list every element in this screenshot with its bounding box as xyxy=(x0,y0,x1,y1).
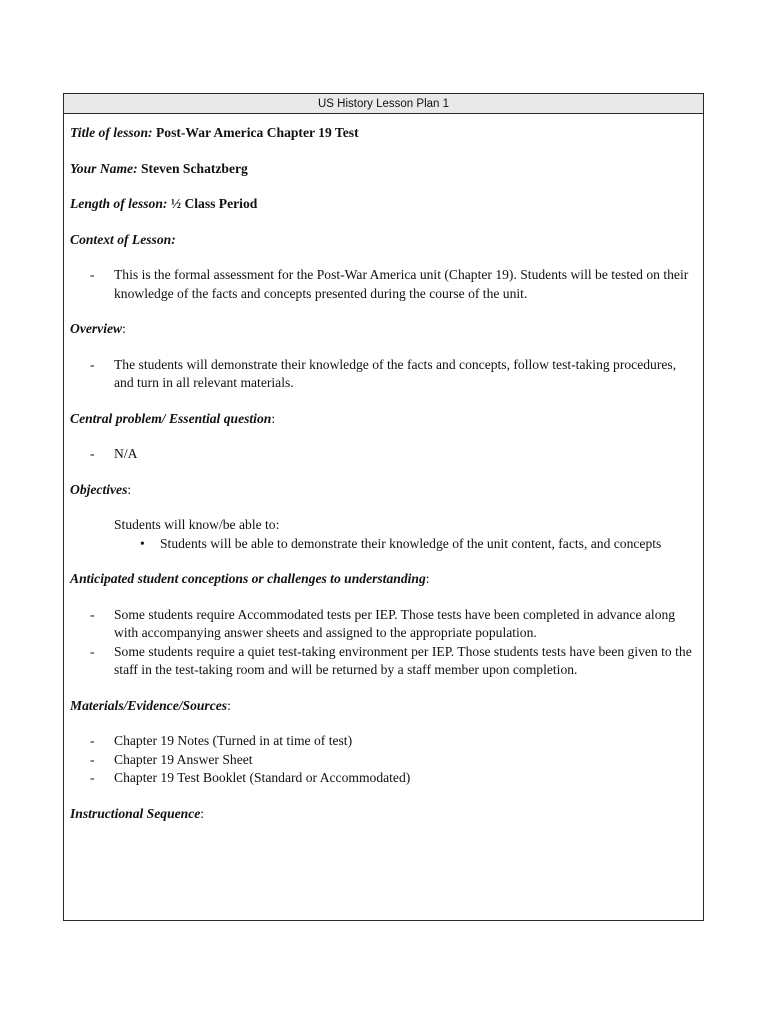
section-heading-overview xyxy=(70,320,697,339)
dash-marker: - xyxy=(90,733,95,748)
list-item xyxy=(70,535,697,554)
field-length-label: Length of lesson: xyxy=(70,196,168,211)
dash-marker: - xyxy=(90,751,95,767)
list-item-text: Chapter 19 Notes (Turned in at time of test) xyxy=(114,733,353,748)
table-header xyxy=(64,94,703,114)
anticipated-colon: : xyxy=(425,571,430,586)
materials-list xyxy=(70,732,697,788)
context-list xyxy=(70,266,697,303)
field-name-label: Your Name: xyxy=(70,160,138,176)
section-heading-central xyxy=(70,410,697,429)
list-item xyxy=(70,769,697,788)
section-heading-instructional xyxy=(70,805,697,824)
list-item xyxy=(70,606,697,643)
dash-marker: - xyxy=(90,446,95,461)
central-colon: : xyxy=(271,410,276,426)
list-item xyxy=(70,356,697,393)
section-heading-materials xyxy=(70,697,697,716)
list-item-text: The students will demonstrate their knowledge of the facts and concepts, follow test-taking procedures, and turn in all relevant materials. xyxy=(114,356,677,390)
list-item-text: Some students require a quiet test-taking environment per IEP. Those students tests have been given to the staff in the test-taking room and will be returned by a staff member upon completion. xyxy=(114,643,692,677)
list-item-text: Chapter 19 Test Booklet (Standard or Accommodated) xyxy=(114,770,411,785)
section-heading-objectives xyxy=(70,481,697,500)
instructional-colon: : xyxy=(200,805,205,821)
materials-heading: Materials/Evidence/Sources xyxy=(70,697,228,713)
anticipated-heading: Anticipated student conceptions or challenges to understanding xyxy=(70,571,426,586)
dash-marker: - xyxy=(90,267,95,282)
central-heading: Central problem/ Essential question xyxy=(70,410,272,426)
objectives-list xyxy=(70,535,697,554)
context-heading: Context of Lesson: xyxy=(70,231,176,247)
list-item xyxy=(70,445,697,464)
lesson-plan-table xyxy=(63,93,704,921)
objectives-heading: Objectives xyxy=(70,481,128,497)
list-item xyxy=(70,266,697,303)
list-item-text: N/A xyxy=(114,446,138,461)
central-list xyxy=(70,445,697,464)
list-item xyxy=(70,732,697,751)
field-name xyxy=(70,160,697,179)
objectives-colon: : xyxy=(127,481,132,497)
instructional-heading: Instructional Sequence xyxy=(70,805,201,821)
dash-marker: - xyxy=(90,643,95,659)
field-name-value: Steven Schatzberg xyxy=(141,160,248,176)
lesson-plan-body xyxy=(64,114,703,823)
overview-list xyxy=(70,356,697,393)
table-header-title: US History Lesson Plan 1 xyxy=(317,97,450,110)
list-item-text: Some students require Accommodated tests per IEP. Those tests have been completed in advance along with accompanying answer sheets and assigned to the appropriate population. xyxy=(114,606,676,640)
section-heading-anticipated xyxy=(70,570,697,589)
list-item xyxy=(70,751,697,770)
list-item-text: Students will be able to demonstrate their knowledge of the unit content, facts, and concepts xyxy=(160,535,662,551)
field-title-value: Post-War America Chapter 19 Test xyxy=(155,125,359,140)
field-length xyxy=(70,195,697,214)
field-title-label: Title of lesson: xyxy=(70,125,153,140)
field-length-value: ½ Class Period xyxy=(170,196,258,211)
bullet-marker: • xyxy=(140,535,145,551)
materials-colon: : xyxy=(227,697,231,713)
list-item-text: Chapter 19 Answer Sheet xyxy=(114,751,253,767)
dash-marker: - xyxy=(90,770,95,785)
objectives-intro: Students will know/be able to: xyxy=(114,517,280,532)
overview-heading: Overview xyxy=(70,321,123,336)
section-heading-context xyxy=(70,231,697,250)
dash-marker: - xyxy=(90,606,95,622)
dash-marker: - xyxy=(90,356,95,372)
overview-colon: : xyxy=(122,321,126,336)
list-item xyxy=(70,643,697,680)
field-title xyxy=(70,124,697,143)
list-item-text: This is the formal assessment for the Post-War America unit (Chapter 19). Students will be tested on their knowledge of the facts and concepts presented during the course of the unit. xyxy=(114,267,689,301)
anticipated-list xyxy=(70,606,697,680)
